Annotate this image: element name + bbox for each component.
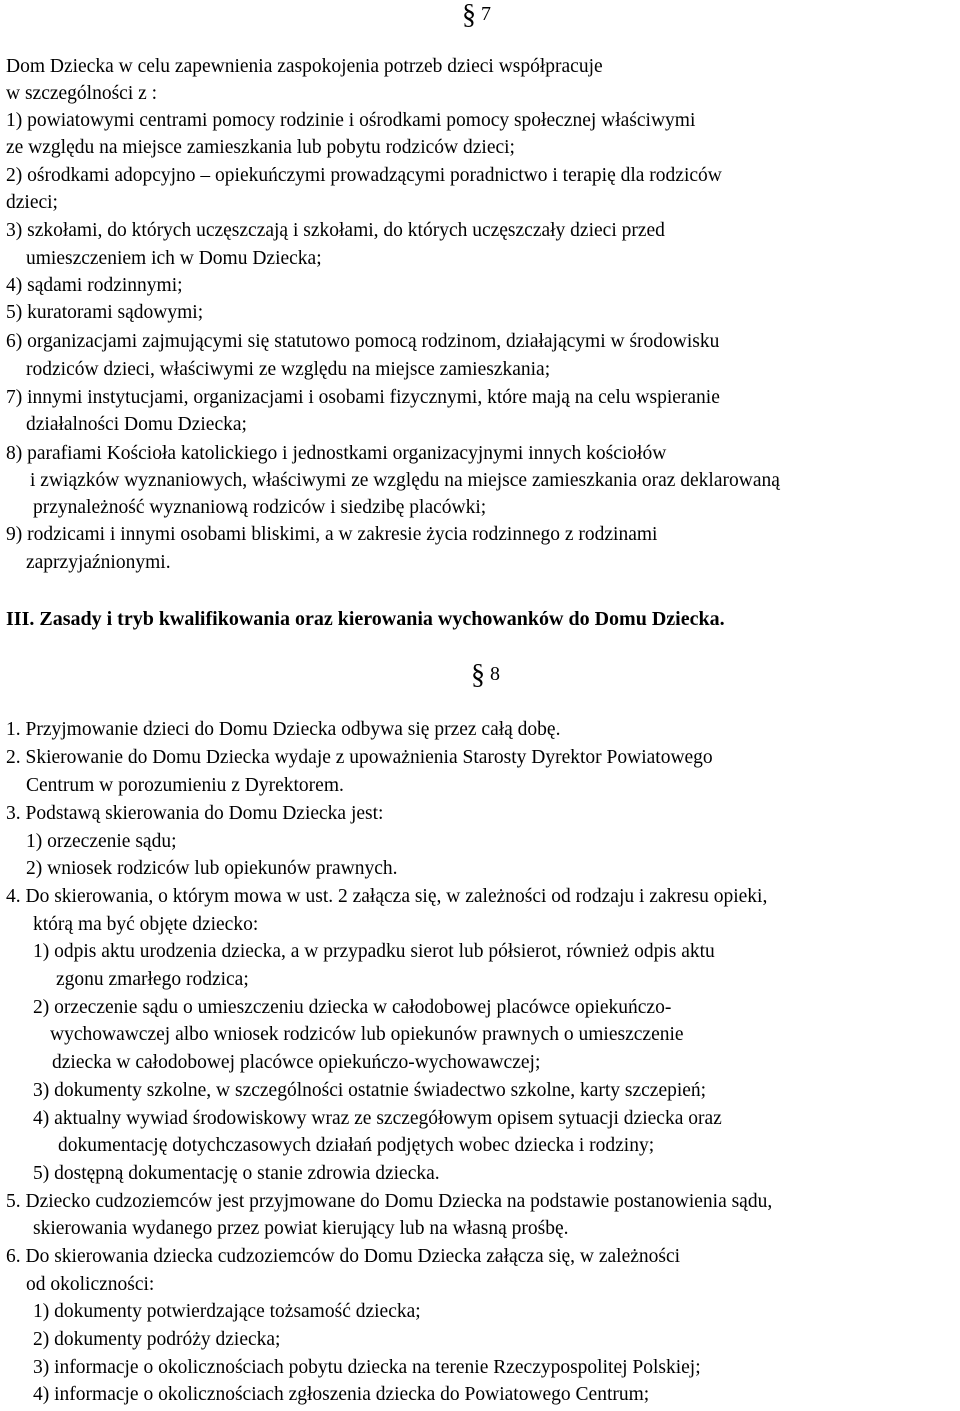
- list-item-4: 4) sądami rodzinnymi;: [6, 275, 183, 296]
- point-6-item-3: 3) informacje o okolicznościach pobytu dziecka na terenie Rzeczypospolitej Polskiej;: [33, 1357, 701, 1378]
- list-item-6b: rodziców dzieci, właściwymi ze względu na miejsce zamieszkania;: [26, 359, 551, 380]
- point-3-item-1: 1) orzeczenie sądu;: [26, 831, 177, 852]
- point-4-item-1a: 1) odpis aktu urodzenia dziecka, a w przypadku sierot lub półsierot, również odpis aktu: [33, 941, 715, 962]
- point-2a: 2. Skierowanie do Domu Dziecka wydaje z upoważnienia Starosty Dyrektor Powiatowego: [6, 747, 713, 768]
- point-4b: którą ma być objęte dziecko:: [33, 914, 259, 935]
- list-item-8a: 8) parafiami Kościoła katolickiego i jednostkami organizacyjnymi innych kościołów: [6, 443, 667, 464]
- section-7-marker: [462, 0, 491, 29]
- section-symbol: §: [471, 659, 485, 691]
- list-item-9b: zaprzyjaźnionymi.: [26, 552, 171, 573]
- list-item-8b: i związków wyznaniowych, właściwymi ze względu na miejsce zamieszkania oraz deklarowaną: [30, 470, 780, 491]
- section-8-marker: [471, 660, 500, 689]
- point-4-item-2b: wychowawczej albo wniosek rodziców lub opiekunów prawnych o umieszczenie: [50, 1024, 684, 1045]
- point-4-item-2c: dziecka w całodobowej placówce opiekuńczo-wychowawczej;: [52, 1052, 541, 1073]
- point-6a: 6. Do skierowania dziecka cudzoziemców do Domu Dziecka załącza się, w zależności: [6, 1246, 681, 1267]
- point-4-item-4a: 4) aktualny wywiad środowiskowy wraz ze szczegółowym opisem sytuacji dziecka oraz: [33, 1108, 722, 1129]
- point-6-item-1: 1) dokumenty potwierdzające tożsamość dziecka;: [33, 1301, 421, 1322]
- list-item-7b: działalności Domu Dziecka;: [26, 414, 247, 435]
- list-item-9a: 9) rodzicami i innymi osobami bliskimi, a w zakresie życia rodzinnego z rodzinami: [6, 524, 658, 545]
- point-6b: od okoliczności:: [26, 1274, 155, 1295]
- point-3-item-2: 2) wniosek rodziców lub opiekunów prawnych.: [26, 858, 398, 879]
- point-4a: 4. Do skierowania, o którym mowa w ust. 2 załącza się, w zależności od rodzaju i zakresu opieki,: [6, 886, 768, 907]
- list-item-2b: dzieci;: [6, 192, 58, 213]
- point-4-item-1b: zgonu zmarłego rodzica;: [56, 969, 249, 990]
- point-3: 3. Podstawą skierowania do Domu Dziecka jest:: [6, 803, 384, 824]
- point-4-item-4b: dokumentację dotychczasowych działań podjętych wobec dziecka i rodziny;: [58, 1135, 655, 1156]
- point-6-item-4: 4) informacje o okolicznościach zgłoszenia dziecka do Powiatowego Centrum;: [33, 1384, 650, 1405]
- list-item-7a: 7) innymi instytucjami, organizacjami i osobami fizycznymi, które mają na celu wspieranie: [6, 387, 720, 408]
- point-1: 1. Przyjmowanie dzieci do Domu Dziecka odbywa się przez całą dobę.: [6, 719, 561, 740]
- point-6-item-2: 2) dokumenty podróży dziecka;: [33, 1329, 281, 1350]
- list-item-6a: 6) organizacjami zajmującymi się statutowo pomocą rodzinom, działającymi w środowisku: [6, 331, 720, 352]
- section-symbol: §: [462, 0, 476, 31]
- section-number: 7: [481, 3, 491, 25]
- point-4-item-3: 3) dokumenty szkolne, w szczególności ostatnie świadectwo szkolne, karty szczepień;: [33, 1080, 707, 1101]
- list-item-5: 5) kuratorami sądowymi;: [6, 302, 204, 323]
- list-item-2a: 2) ośrodkami adopcyjno – opiekuńczymi prowadzącymi poradnictwo i terapię dla rodziców: [6, 165, 722, 186]
- chapter-heading: III. Zasady i tryb kwalifikowania oraz kierowania wychowanków do Domu Dziecka.: [6, 608, 725, 630]
- intro-line-1: Dom Dziecka w celu zapewnienia zaspokojenia potrzeb dzieci współpracuje: [6, 56, 603, 77]
- list-item-1b: ze względu na miejsce zamieszkania lub pobytu rodziców dzieci;: [6, 137, 515, 158]
- list-item-8c: przynależność wyznaniową rodziców i siedzibę placówki;: [33, 497, 487, 518]
- point-5b: skierowania wydanego przez powiat kierujący lub na własną prośbę.: [33, 1218, 569, 1239]
- list-item-3b: umieszczeniem ich w Domu Dziecka;: [26, 248, 322, 269]
- list-item-3a: 3) szkołami, do których uczęszczają i szkołami, do których uczęszczały dzieci przed: [6, 220, 665, 241]
- point-4-item-2a: 2) orzeczenie sądu o umieszczeniu dziecka w całodobowej placówce opiekuńczo-: [33, 997, 672, 1018]
- list-item-1a: 1) powiatowymi centrami pomocy rodzinie i ośrodkami pomocy społecznej właściwymi: [6, 110, 696, 131]
- point-5a: 5. Dziecko cudzoziemców jest przyjmowane do Domu Dziecka na podstawie postanowienia sądu,: [6, 1191, 773, 1212]
- section-number: 8: [490, 663, 500, 685]
- point-4-item-5: 5) dostępną dokumentację o stanie zdrowia dziecka.: [33, 1163, 440, 1184]
- intro-line-2: w szczególności z :: [6, 83, 158, 104]
- point-2b: Centrum w porozumieniu z Dyrektorem.: [26, 775, 344, 796]
